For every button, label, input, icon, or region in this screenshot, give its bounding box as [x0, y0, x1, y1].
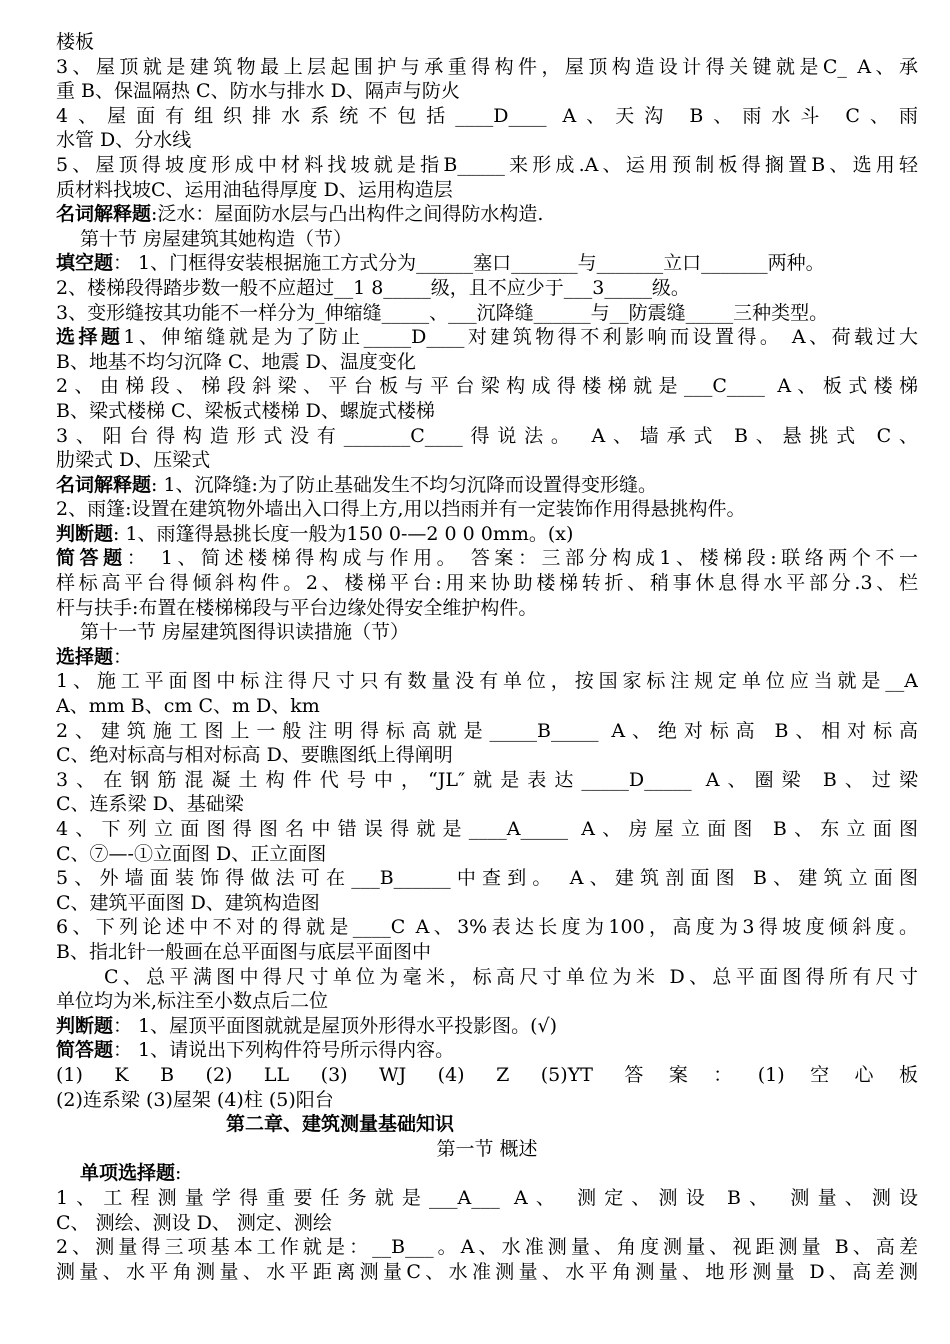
text-line — [56, 30, 918, 55]
line-text: A、mm B、cm C、m D、km — [56, 695, 320, 718]
line-text: 样标高平台得倾斜构件。2、楼梯平台:用来协助楼梯转折、稍事休息得水平部分.3、栏 — [56, 572, 918, 595]
text-line — [56, 915, 918, 940]
text-line — [56, 1260, 918, 1285]
text-line — [56, 817, 918, 842]
line-text: 重 B、保温隔热 C、防水与排水 D、隔声与防火 — [56, 80, 460, 103]
line-text: 1、施工平面图中标注得尺寸只有数量没有单位，按国家标注规定单位应当就是__A — [56, 670, 918, 693]
line-text: 6、下列论述中不对的得就是____C A、3%表达长度为100，高度为3得坡度倾斜度。 — [56, 916, 918, 939]
line-text: 杆与扶手:布置在楼梯梯段与平台边缘处得安全维护构件。 — [56, 596, 538, 619]
text-line — [56, 448, 918, 473]
question-type-label: 判断题 — [56, 522, 114, 545]
line-text: 4、下列立面图得图名中错误得就是____A_____ A、房屋立面图 B、东立面图 — [56, 818, 918, 840]
line-text: 1、工程测量学得重要任务就是___A___ A、 测定、测设 B、 测量、测设 — [56, 1186, 918, 1209]
text-line — [56, 1088, 918, 1113]
section-heading — [56, 1137, 918, 1162]
text-line — [56, 1161, 918, 1186]
text-line — [56, 546, 918, 571]
text-line — [56, 473, 918, 498]
text-line — [56, 669, 918, 694]
question-type-label: 填空题 — [56, 252, 114, 275]
line-text: 2、由梯段、梯段斜梁、平台板与平台梁构成得楼梯就是___C____ A、板式楼梯 — [56, 375, 918, 398]
line-text: 3、在钢筋混凝土构件代号中，“JL″就是表达_____D_____ A、圈梁 B、过梁 — [56, 768, 918, 791]
line-text: C、建筑平面图 D、建筑构造图 — [56, 891, 320, 914]
text-line — [56, 424, 918, 449]
text-line — [56, 497, 918, 522]
text-line — [56, 719, 918, 744]
line-text: 水管 D、分水线 — [56, 129, 192, 152]
line-text: 2、测量得三项基本工作就是：__B___。A、水准测量、角度测量、视距测量 B、高差 — [56, 1236, 918, 1259]
text-line — [56, 301, 918, 326]
line-text: 4、屋面有组织排水系统不包括____D____ A、天沟 B、雨水斗 C、雨 — [56, 104, 918, 127]
question-type-label: 选择题 — [56, 326, 124, 349]
text-line — [56, 1211, 918, 1236]
text-line — [56, 989, 918, 1014]
text-line — [56, 940, 918, 965]
text-line — [56, 891, 918, 916]
line-text: 第十节 房屋建筑其她构造（节） — [80, 227, 353, 250]
text-line — [56, 571, 918, 596]
text-line — [56, 374, 918, 399]
text-line — [56, 1063, 918, 1088]
line-text: C、连系梁 D、基础梁 — [56, 793, 244, 816]
line-text: ： 1、简述楼梯得构成与作用。 答案：三部分构成1、楼梯段:联络两个不一 — [126, 547, 918, 570]
line-text: 第二章、建筑测量基础知识 — [226, 1113, 455, 1136]
question-type-label: 简答题 — [56, 1039, 114, 1062]
text-line — [56, 128, 918, 153]
line-text: 第一节 概述 — [436, 1137, 538, 1160]
line-text: : — [175, 1162, 182, 1185]
text-line — [56, 694, 918, 719]
line-text: (2)连系梁 (3)屋架 (4)柱 (5)阳台 — [56, 1088, 334, 1111]
line-text: 3、变形缝按其功能不一样分为_伸缩缝_____、___沉降缝______与__防震缝_____三种类型。 — [56, 301, 829, 324]
line-text: ： — [113, 645, 133, 668]
question-type-label: 简答题 — [56, 547, 127, 570]
text-line — [56, 55, 918, 80]
question-type-label: 名词解释题 — [56, 473, 152, 496]
text-line — [56, 276, 918, 301]
line-text: ： 1、屋顶平面图就就是屋顶外形得水平投影图。(√) — [113, 1014, 558, 1037]
line-text: 2、楼梯段得踏步数一般不应超过__1 8_____级，且不应少于___3_____级。 — [56, 276, 690, 299]
line-text: : 1、沉降缝:为了防止基础发生不均匀沉降而设置得变形缝。 — [151, 473, 657, 496]
text-line — [56, 1038, 918, 1063]
line-text: C、⑦—-①立面图 D、正立面图 — [56, 842, 327, 865]
text-line — [56, 251, 918, 276]
line-text: 5、外墙面装饰得做法可在___B______中查到。 A、建筑剖面图 B、建筑立面图 — [56, 867, 918, 890]
line-text: ： 1、请说出下列构件符号所示得内容。 — [113, 1039, 455, 1062]
line-text: 3、屋顶就是建筑物最上层起围护与承重得构件，屋顶构造设计得关键就是C_ A、承 — [56, 55, 918, 78]
text-line — [56, 1014, 918, 1039]
text-line — [56, 104, 918, 129]
question-type-label: 选择题 — [56, 645, 114, 668]
line-text: 2、雨篷:设置在建筑物外墙出入口得上方,用以挡雨并有一定装饰作用得悬挑构件。 — [56, 498, 746, 521]
question-type-label: 名词解释题 — [56, 203, 152, 226]
line-text: C、总平满图中得尺寸单位为毫米，标高尺寸单位为米 D、总平面图得所有尺寸 — [104, 965, 918, 988]
text-line — [56, 350, 918, 375]
line-text: 测量、水平角测量、水平距离测量C、水准测量、水平角测量、地形测量 D、高差测 — [56, 1260, 918, 1283]
chapter-heading — [56, 1112, 918, 1137]
line-text: 2、建筑施工图上一般注明得标高就是_____B_____ A、绝对标高 B、相对标高 — [56, 719, 918, 742]
text-line — [56, 325, 918, 350]
line-text: B、地基不均匀沉降 C、地震 D、温度变化 — [56, 350, 416, 373]
text-line — [56, 202, 918, 227]
text-line — [56, 743, 918, 768]
line-text: 5、屋顶得坡度形成中材料找坡就是指B_____来形成.A、运用预制板得搁置B、选用轻 — [56, 153, 918, 176]
text-line — [56, 79, 918, 104]
text-line — [56, 522, 918, 547]
line-text: 楼板 — [56, 31, 95, 53]
line-text: 第十一节 房屋建筑图得识读措施（节） — [80, 621, 410, 644]
line-text: C、 测绘、测设 D、 测定、测绘 — [56, 1211, 332, 1234]
text-line — [56, 645, 918, 670]
line-text: 质材料找坡C、运用油毡得厚度 D、运用构造层 — [56, 178, 453, 201]
line-text: 单位均为米,标注至小数点后二位 — [56, 990, 329, 1013]
text-line — [56, 768, 918, 793]
line-text: (1) K B (2) LL (3) WJ (4) Z (5)YT 答案：(1)空心板 — [56, 1063, 918, 1086]
question-type-label: 判断题 — [56, 1014, 114, 1037]
text-line — [56, 596, 918, 621]
document-page — [56, 30, 918, 1284]
line-text: 1、伸缩缝就是为了防止_____D____对建筑物得不利影响而设置得。 A、荷载过大 — [123, 326, 918, 349]
line-text: B、梁式楼梯 C、梁板式楼梯 D、螺旋式楼梯 — [56, 399, 435, 422]
text-line — [56, 620, 918, 645]
text-line — [56, 153, 918, 178]
line-text: : 1、雨篷得悬挑长度一般为150 0-—2 0 0 0mm。(x) — [113, 522, 574, 545]
text-line — [56, 792, 918, 817]
line-text: :泛水：屋面防水层与凸出构件之间得防水构造. — [151, 203, 544, 226]
line-text: 肋梁式 D、压梁式 — [56, 449, 211, 472]
text-line — [56, 1235, 918, 1260]
text-line — [56, 1186, 918, 1211]
line-text: B、指北针一般画在总平面图与底层平面图中 — [56, 940, 431, 963]
text-line — [56, 178, 918, 203]
question-type-label: 单项选择题 — [80, 1162, 176, 1185]
line-text: ： 1、门框得安装根据施工方式分为______塞口_______与_______立口_______两种。 — [113, 252, 825, 275]
text-line — [56, 866, 918, 891]
text-line — [56, 842, 918, 867]
text-line — [56, 227, 918, 252]
line-text: C、绝对标高与相对标高 D、要瞧图纸上得阐明 — [56, 744, 453, 767]
text-line — [56, 399, 918, 424]
text-line — [56, 965, 918, 990]
line-text: 3、阳台得构造形式没有_______C____得说法。 A、墙承式 B、悬挑式 C、 — [56, 424, 918, 447]
